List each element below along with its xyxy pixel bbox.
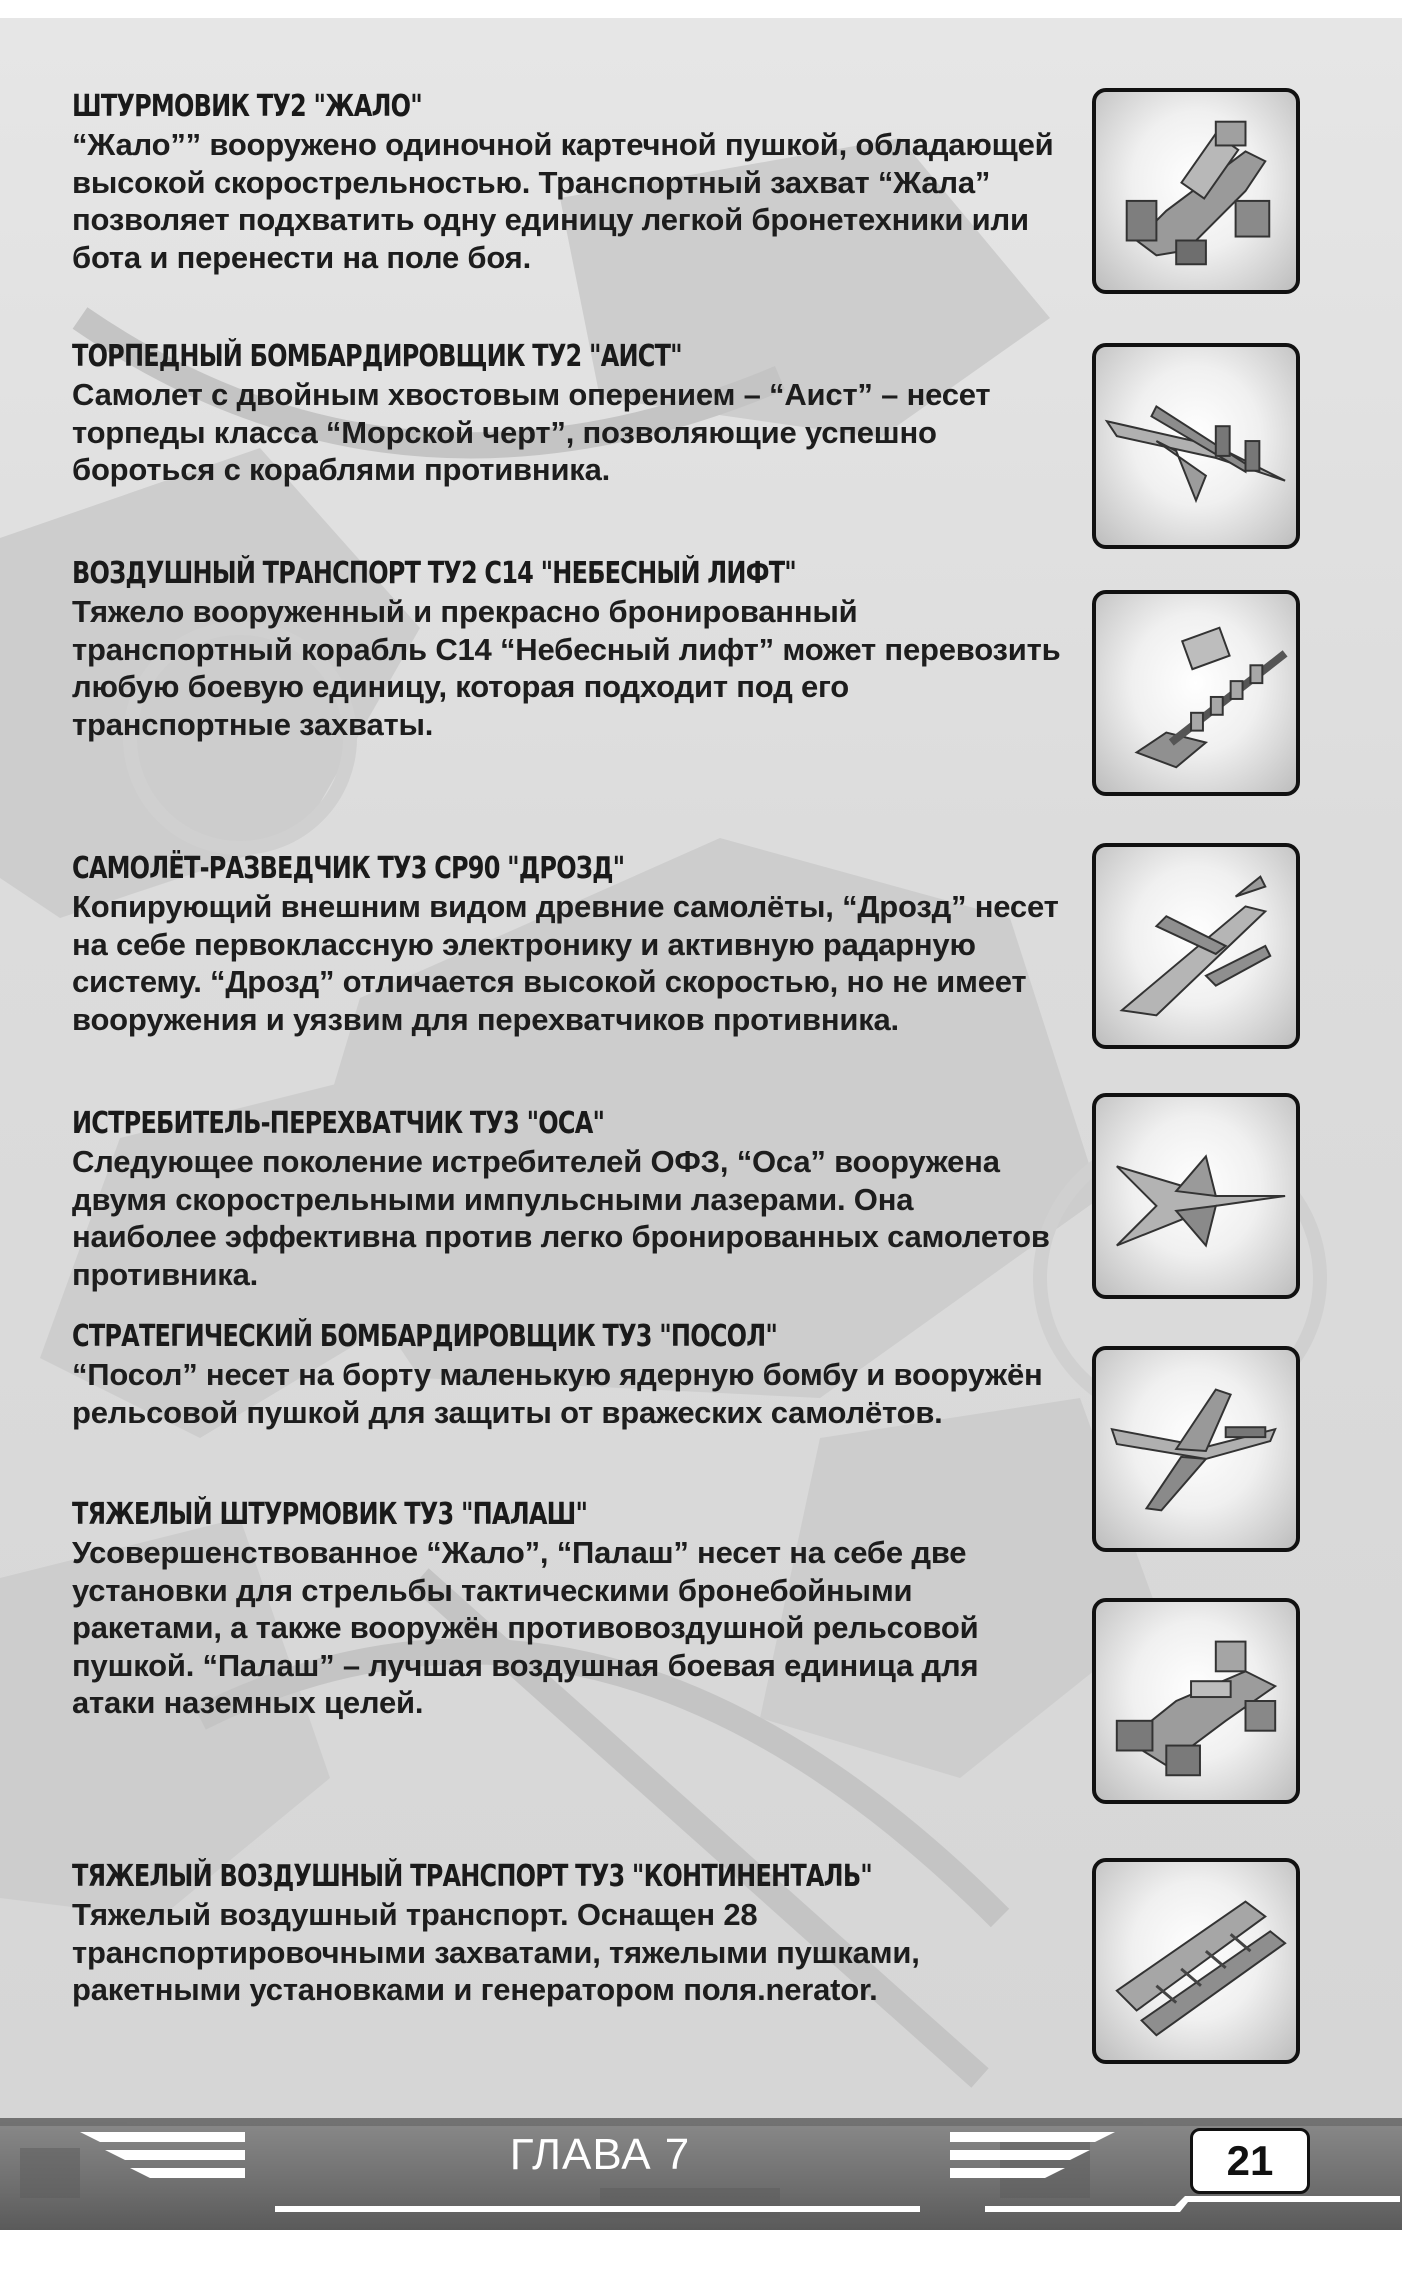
unit-description: “Жало”” вооружено одиночной картечной пушкой, обладающей высокой скорострельностью. Транспортный захват “Жала” позволяет подхватить одну единицу легкой бронетехники или бота и перенести на поле боя. <box>72 127 1054 275</box>
unit-image <box>1092 590 1300 796</box>
unit-image <box>1092 1093 1300 1299</box>
unit-image <box>1092 843 1300 1049</box>
unit-description: Копирующий внешним видом древние самолёты, “Дрозд” несет на себе первоклассную электронику и активную радарную систему. “Дрозд” отличается высокой скоростью, но не имеет вооружения и уязвим для перехватчиков противника. <box>72 889 1059 1037</box>
unit-description: Следующее поколение истребителей ОФЗ, “Оса” вооружена двумя скорострельными импульсными лазерами. Она наиболее эффективна против легко бронированных самолетов противника. <box>72 1144 1050 1292</box>
unit-title: ВОЗДУШНЫЙ ТРАНСПОРТ ТУ2 С14 "НЕБЕСНЫЙ ЛИФТ" <box>72 556 796 591</box>
unit-entry <box>72 850 1062 1038</box>
page-number: 21 <box>1226 2137 1274 2184</box>
unit-entry <box>72 1318 1062 1431</box>
sky-lift-transport-icon <box>1096 594 1296 792</box>
interceptor-icon <box>1096 1097 1296 1295</box>
unit-description: Самолет с двойным хвостовым оперением – “Аист” – несет торпеды класса “Морской черт”, позволяющие успешно бороться с кораблями противника. <box>72 377 991 487</box>
unit-title: САМОЛЁТ-РАЗВЕДЧИК ТУ3 СР90 "ДРОЗД" <box>72 851 625 886</box>
unit-entry <box>72 88 1062 276</box>
strategic-bomber-icon <box>1096 1350 1296 1548</box>
page-footer <box>0 2118 1402 2230</box>
unit-image <box>1092 1346 1300 1552</box>
chapter-label: ГЛАВА 7 <box>509 2130 691 2179</box>
unit-entry <box>72 1105 1062 1293</box>
unit-title: ШТУРМОВИК ТУ2 "ЖАЛО" <box>72 89 422 124</box>
page-number-box <box>1190 2128 1310 2194</box>
unit-title: ТОРПЕДНЫЙ БОМБАРДИРОВЩИК ТУ2 "АИСТ" <box>72 339 682 374</box>
unit-description: Тяжело вооруженный и прекрасно бронированный транспортный корабль С14 “Небесный лифт” может перевозить любую боевую единицу, которая подходит под его транспортные захваты. <box>72 594 1061 742</box>
unit-title: ТЯЖЕЛЫЙ ВОЗДУШНЫЙ ТРАНСПОРТ ТУ3 "КОНТИНЕНТАЛЬ" <box>72 1859 873 1894</box>
unit-description: “Посол” несет на борту маленькую ядерную бомбу и вооружён рельсовой пушкой для защиты от вражеских самолётов. <box>72 1357 1043 1430</box>
unit-description: Усовершенствованное “Жало”, “Палаш” несет на себе две установки для стрельбы тактическими бронебойными ракетами, а также вооружён противовоздушной рельсовой пушкой. “Палаш” – лучшая воздушная боевая единица для атаки наземных целей. <box>72 1535 979 1720</box>
unit-image <box>1092 1858 1300 2064</box>
unit-image <box>1092 88 1300 294</box>
heavy-transport-icon <box>1096 1862 1296 2060</box>
gunship-icon <box>1096 92 1296 290</box>
unit-entry <box>72 1858 1062 2009</box>
torpedo-bomber-icon <box>1096 347 1296 545</box>
content-panel <box>0 18 1402 2118</box>
unit-entry <box>72 1496 1062 1722</box>
heavy-gunship-icon <box>1096 1602 1296 1800</box>
unit-title: ИСТРЕБИТЕЛЬ-ПЕРЕХВАТЧИК ТУ3 "ОСА" <box>72 1106 605 1141</box>
recon-plane-icon <box>1096 847 1296 1045</box>
unit-image <box>1092 343 1300 549</box>
unit-description: Тяжелый воздушный транспорт. Оснащен 28 транспортировочными захватами, тяжелыми пушками, ракетными установками и генератором поля.nerator. <box>72 1897 920 2007</box>
unit-title: СТРАТЕГИЧЕСКИЙ БОМБАРДИРОВЩИК ТУ3 "ПОСОЛ" <box>72 1319 778 1354</box>
unit-image <box>1092 1598 1300 1804</box>
unit-entry <box>72 555 1062 743</box>
unit-entry <box>72 338 1062 489</box>
unit-title: ТЯЖЕЛЫЙ ШТУРМОВИК ТУ3 "ПАЛАШ" <box>72 1497 588 1532</box>
